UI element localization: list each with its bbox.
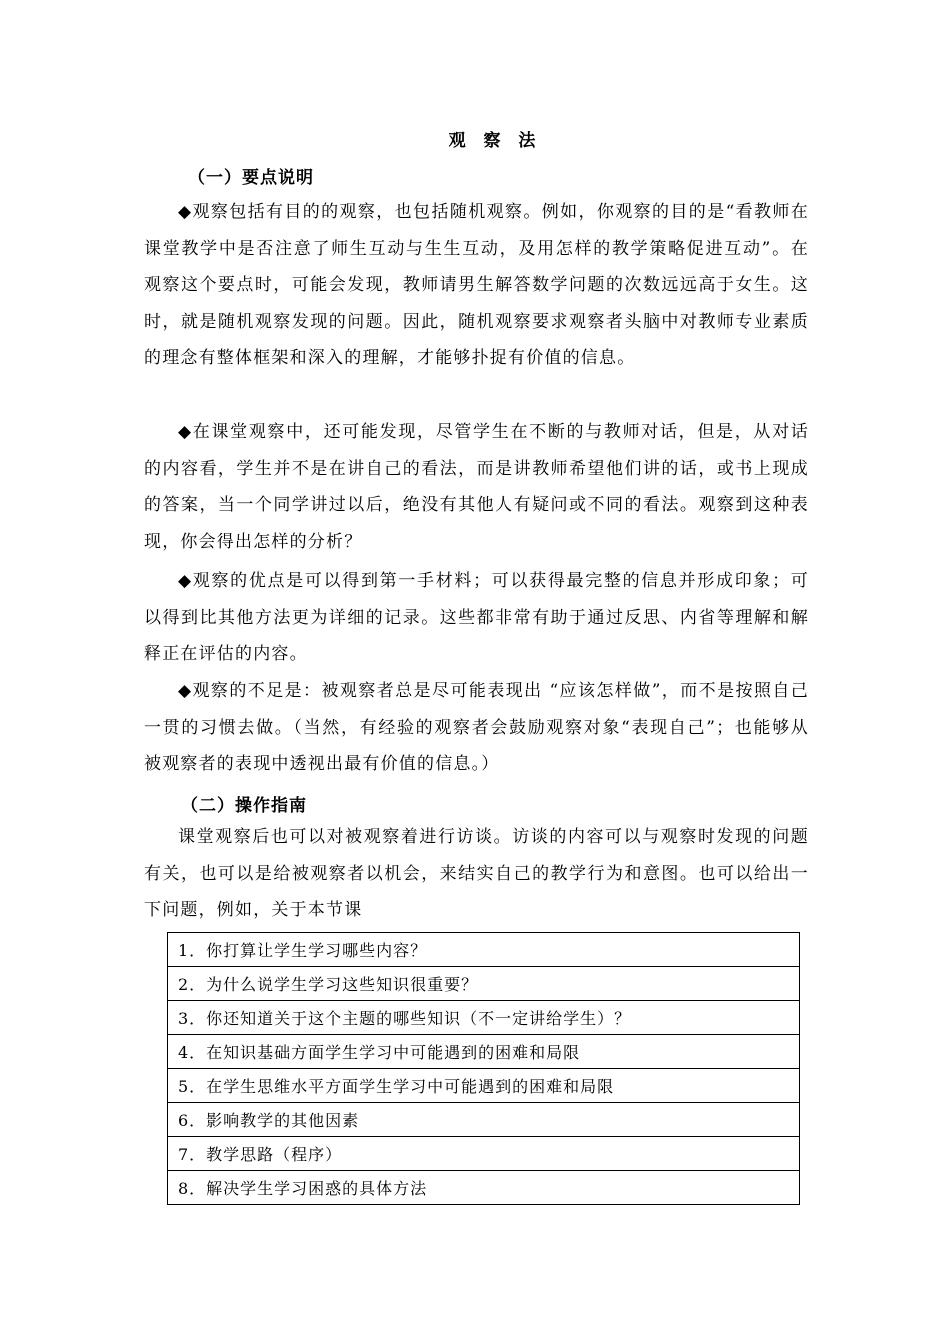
question-cell: 7．教学思路（程序） <box>168 1137 800 1171</box>
question-cell: 8．解决学生学习困惑的具体方法 <box>168 1171 800 1205</box>
paragraph-classroom-dialogue: ◆在课堂观察中，还可能发现，尽管学生在不断的与教师对话，但是，从对话的内容看，学生并不是在讲自己的看法，而是讲教师希望他们讲的话，或书上现成的答案，当一个同学讲过以后，绝没有其他人有疑问或不同的看法。观察到这种表现，你会得出怎样的分析？ <box>144 422 809 552</box>
interview-questions-table <box>167 932 800 1205</box>
question-cell: 6．影响教学的其他因素 <box>168 1103 800 1137</box>
section-heading-key-points: （一）要点说明 <box>188 168 314 188</box>
table-row <box>168 1001 800 1035</box>
question-cell: 3．你还知道关于这个主题的哪些知识（不一定讲给学生）？ <box>168 1001 800 1035</box>
question-cell: 1．你打算让学生学习哪些内容？ <box>168 933 800 967</box>
table-row <box>168 933 800 967</box>
paragraph-purposeful-observation: ◆观察包括有目的的观察，也包括随机观察。例如，你观察的目的是“看教师在课堂教学中是否注意了师生互动与生生互动，及用怎样的教学策略促进互动”。在观察这个要点时，可能会发现，教师请男生解答数学问题的次数远远高于女生。这时，就是随机观察发现的问题。因此，随机观察要求观察者头脑中对教师专业素质的理念有整体框架和深入的理解，才能够扑捉有价值的信息。 <box>144 202 809 368</box>
table-row <box>168 1103 800 1137</box>
section-heading-operation-guide: （二）操作指南 <box>181 796 307 816</box>
document-title: 观 察 法 <box>448 131 542 151</box>
question-cell: 2．为什么说学生学习这些知识很重要？ <box>168 967 800 1001</box>
table-row <box>168 967 800 1001</box>
paragraph-disadvantages: ◆观察的不足是：被观察者总是尽可能表现出 “应该怎样做”，而不是按照自己一贯的习惯去做。（当然，有经验的观察者会鼓励观察对象“表现自己”；也能够从被观察者的表现中透视出最有价值的信息。） <box>144 681 809 774</box>
table-row <box>168 1035 800 1069</box>
paragraph-interview: 课堂观察后也可以对被观察着进行访谈。访谈的内容可以与观察时发现的问题有关，也可以是给被观察者以机会，来结实自己的教学行为和意图。也可以给出一下问题，例如，关于本节课 <box>144 827 809 920</box>
table-row <box>168 1137 800 1171</box>
table-row <box>168 1171 800 1205</box>
paragraph-advantages: ◆观察的优点是可以得到第一手材料；可以获得最完整的信息并形成印象；可以得到比其他方法更为详细的记录。这些都非常有助于通过反思、内省等理解和解释正在评估的内容。 <box>144 571 809 664</box>
question-cell: 5．在学生思维水平方面学生学习中可能遇到的困难和局限 <box>168 1069 800 1103</box>
question-cell: 4．在知识基础方面学生学习中可能遇到的困难和局限 <box>168 1035 800 1069</box>
table-row <box>168 1069 800 1103</box>
